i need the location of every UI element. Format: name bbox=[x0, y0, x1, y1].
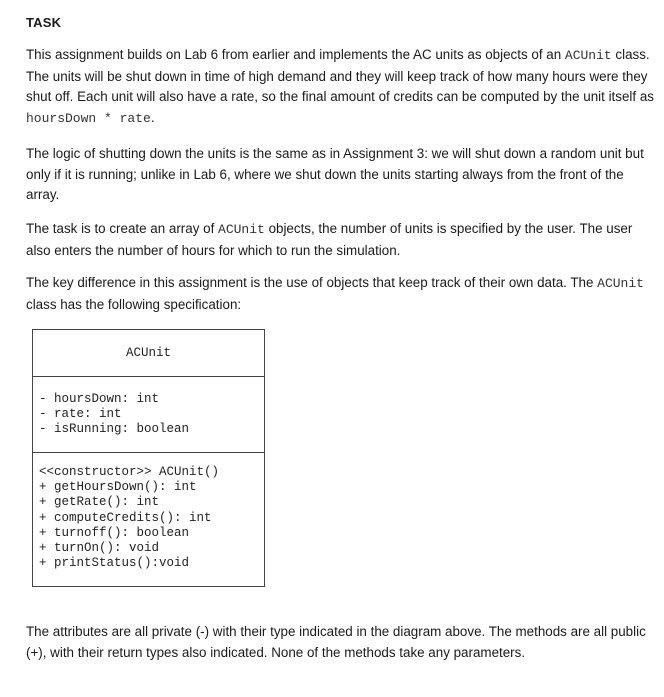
task-heading: TASK bbox=[26, 15, 62, 30]
code-multiply: * bbox=[96, 110, 120, 126]
uml-method: <<constructor>> ACUnit() bbox=[39, 465, 220, 479]
paragraph-difference bbox=[26, 273, 654, 315]
uml-attribute: - hoursDown: int bbox=[39, 392, 160, 406]
paragraph-logic: The logic of shutting down the units is the same as in Assignment 3: we will shut down a random unit but only if it is running; unlike in Lab 6, where we shut down the units starting always from the front of the array. bbox=[26, 146, 644, 202]
uml-attributes bbox=[33, 377, 264, 453]
uml-method: + turnoff(): boolean bbox=[39, 525, 190, 540]
code-acunit: ACUnit bbox=[564, 48, 612, 63]
uml-method: + getHoursDown(): int bbox=[39, 480, 197, 495]
uml-class-diagram bbox=[32, 329, 265, 587]
uml-attribute: - rate: int bbox=[39, 407, 122, 421]
code-acunit: ACUnit bbox=[597, 276, 644, 291]
uml-method: + printStatus():void bbox=[39, 556, 190, 571]
code-hoursdown: hoursDown bbox=[26, 110, 97, 126]
difference-text-a: The key difference in this assignment is the use of objects that keep track of their own data. The bbox=[26, 275, 598, 290]
uml-method: + computeCredits(): int bbox=[39, 510, 212, 525]
paragraph-attributes-note: The attributes are all private (-) with their type indicated in the diagram above. The methods are all public (+), with their return types also indicated. None of the methods take any parameters. bbox=[26, 624, 646, 660]
paragraph-intro bbox=[26, 45, 654, 129]
intro-text-b: class. The units will be shut down in time of high demand and they will keep track of how many hours were they shut off. Each unit will also have a rate, so the final amount of credits can be computed by the unit itself as bbox=[26, 47, 654, 104]
uml-method: + turnOn(): void bbox=[39, 541, 160, 556]
paragraph-array bbox=[26, 219, 654, 261]
uml-methods bbox=[33, 453, 264, 586]
code-acunit: ACUnit bbox=[218, 222, 265, 237]
difference-text-b: class has the following specification: bbox=[26, 296, 242, 312]
array-text-b: objects, the number of units is specified by the user. The user also enters the number of hours for which to run the simulation. bbox=[26, 221, 633, 258]
code-rate: rate bbox=[119, 110, 151, 126]
uml-class-name: ACUnit bbox=[33, 330, 264, 377]
uml-attribute: - isRunning: boolean bbox=[39, 422, 190, 436]
uml-method: + getRate(): int bbox=[39, 495, 160, 510]
array-text-a: The task is to create an array of bbox=[26, 221, 219, 236]
intro-text-a: This assignment builds on Lab 6 from earlier and implements the AC units as objects of an bbox=[26, 47, 565, 62]
intro-text-end: . bbox=[150, 109, 155, 125]
